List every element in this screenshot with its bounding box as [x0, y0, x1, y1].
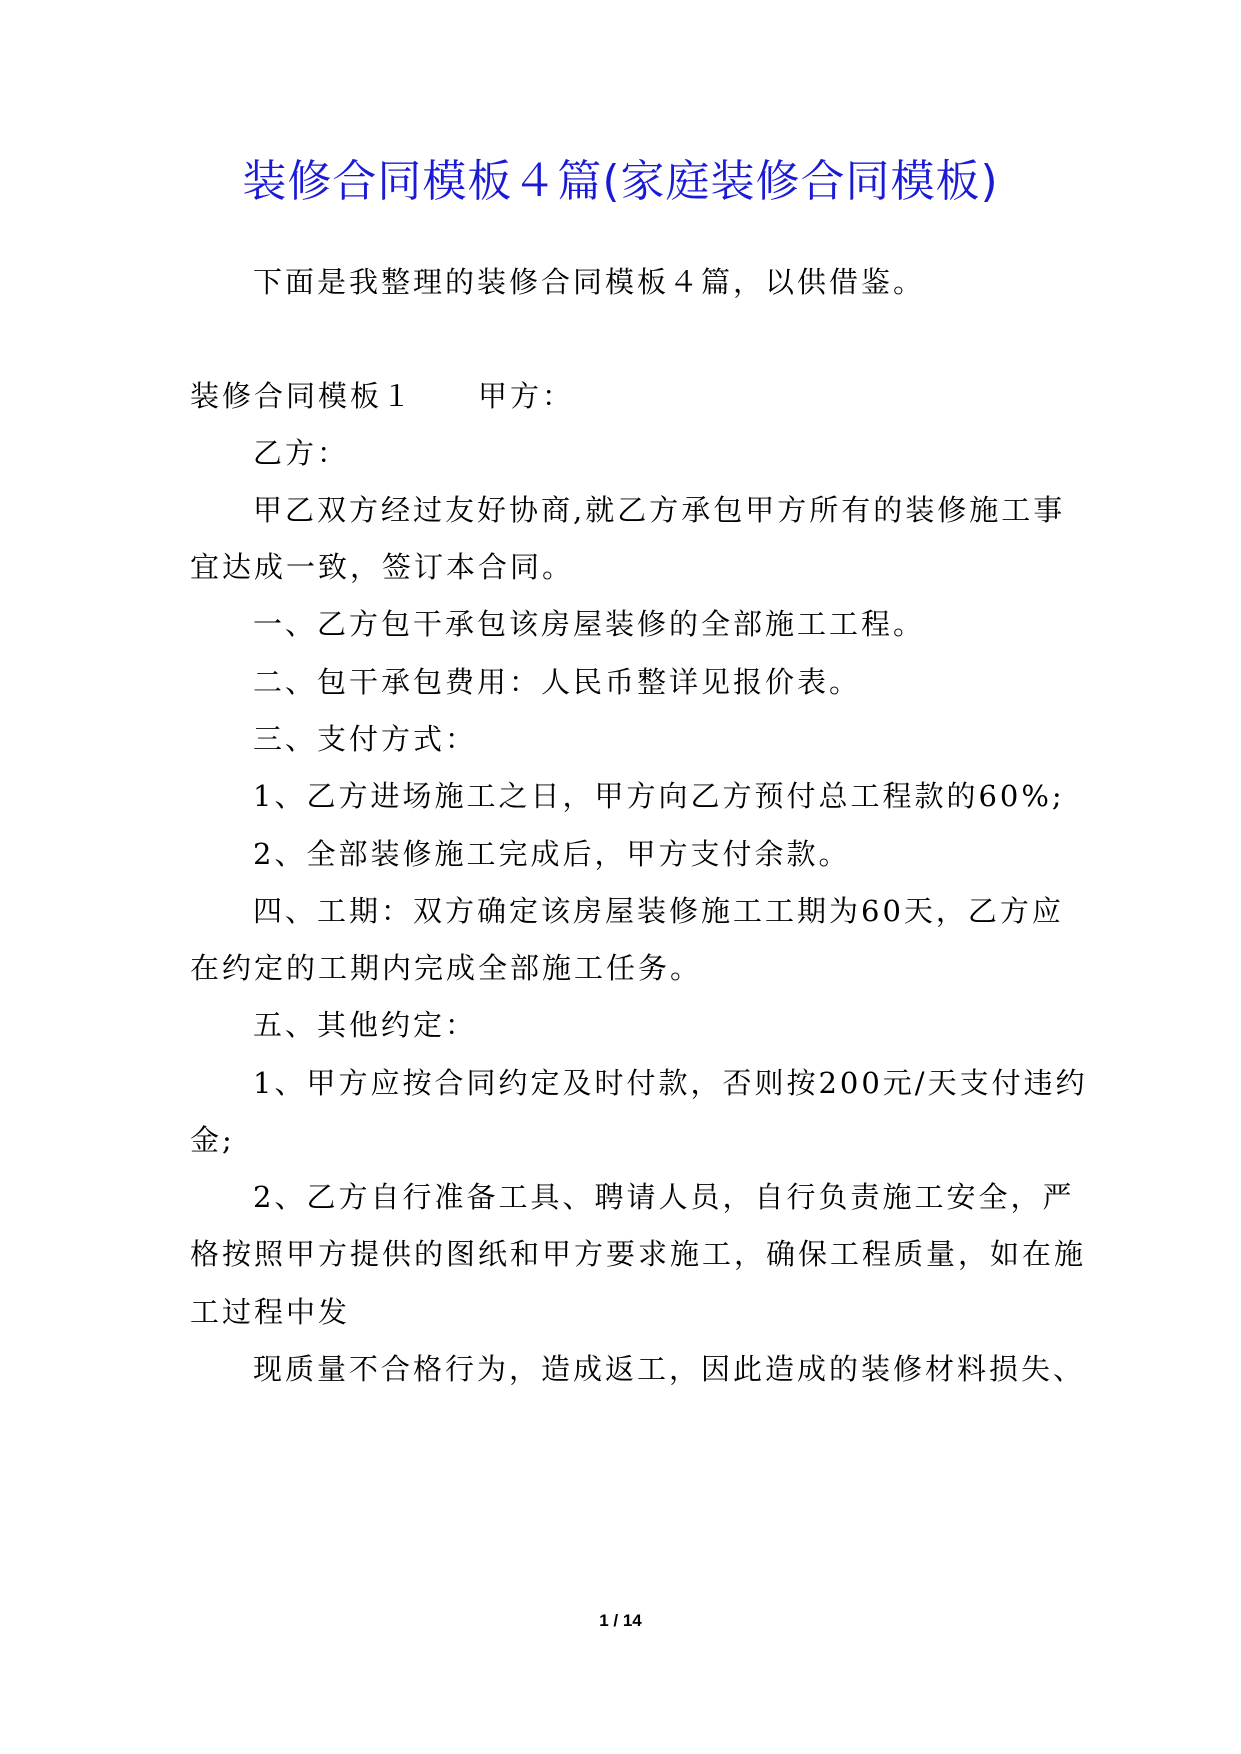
document-title: 装修合同模板４篇(家庭装修合同模板): [242, 156, 999, 207]
paragraph-line: 格按照甲方提供的图纸和甲方要求施工，确保工程质量，如在施: [190, 1237, 1087, 1271]
paragraph-line: 甲乙双方经过友好协商,就乙方承包甲方所有的装修施工事: [253, 493, 1066, 527]
paragraph-line: 四、工期：双方确定该房屋装修施工工期为60天，乙方应: [253, 894, 1064, 928]
page-number: 1 / 14: [599, 1611, 642, 1630]
paragraph-line: 现质量不合格行为，造成返工，因此造成的装修材料损失、: [253, 1352, 1086, 1386]
paragraph-line: 二、包干承包费用：人民币整详见报价表。: [253, 665, 862, 699]
party-a-label: 甲方：: [478, 379, 575, 413]
intro-paragraph: 下面是我整理的装修合同模板４篇，以供借鉴。: [253, 265, 926, 299]
paragraph-line: 2、乙方自行准备工具、聘请人员，自行负责施工安全，严: [253, 1180, 1075, 1214]
section-heading: 装修合同模板１: [190, 379, 415, 413]
paragraph-line: 工过程中发: [190, 1295, 351, 1329]
paragraph-line: 宜达成一致，签订本合同。: [190, 550, 575, 584]
paragraph-line: 2、全部装修施工完成后，甲方支付余款。: [253, 837, 851, 871]
paragraph-line: 一、乙方包干承包该房屋装修的全部施工工程。: [253, 607, 926, 641]
paragraph-line: 1、甲方应按合同约定及时付款，否则按200元/天支付违约: [253, 1066, 1088, 1100]
section-heading-line: [190, 376, 574, 416]
paragraph-line: 三、支付方式：: [253, 722, 478, 756]
paragraph-line: 在约定的工期内完成全部施工任务。: [190, 951, 703, 985]
paragraph-line: 金;: [190, 1123, 235, 1157]
paragraph-line: 五、其他约定：: [253, 1008, 478, 1042]
paragraph-line: 1、乙方进场施工之日，甲方向乙方预付总工程款的60%;: [253, 779, 1065, 813]
party-b-label: 乙方：: [253, 436, 350, 470]
